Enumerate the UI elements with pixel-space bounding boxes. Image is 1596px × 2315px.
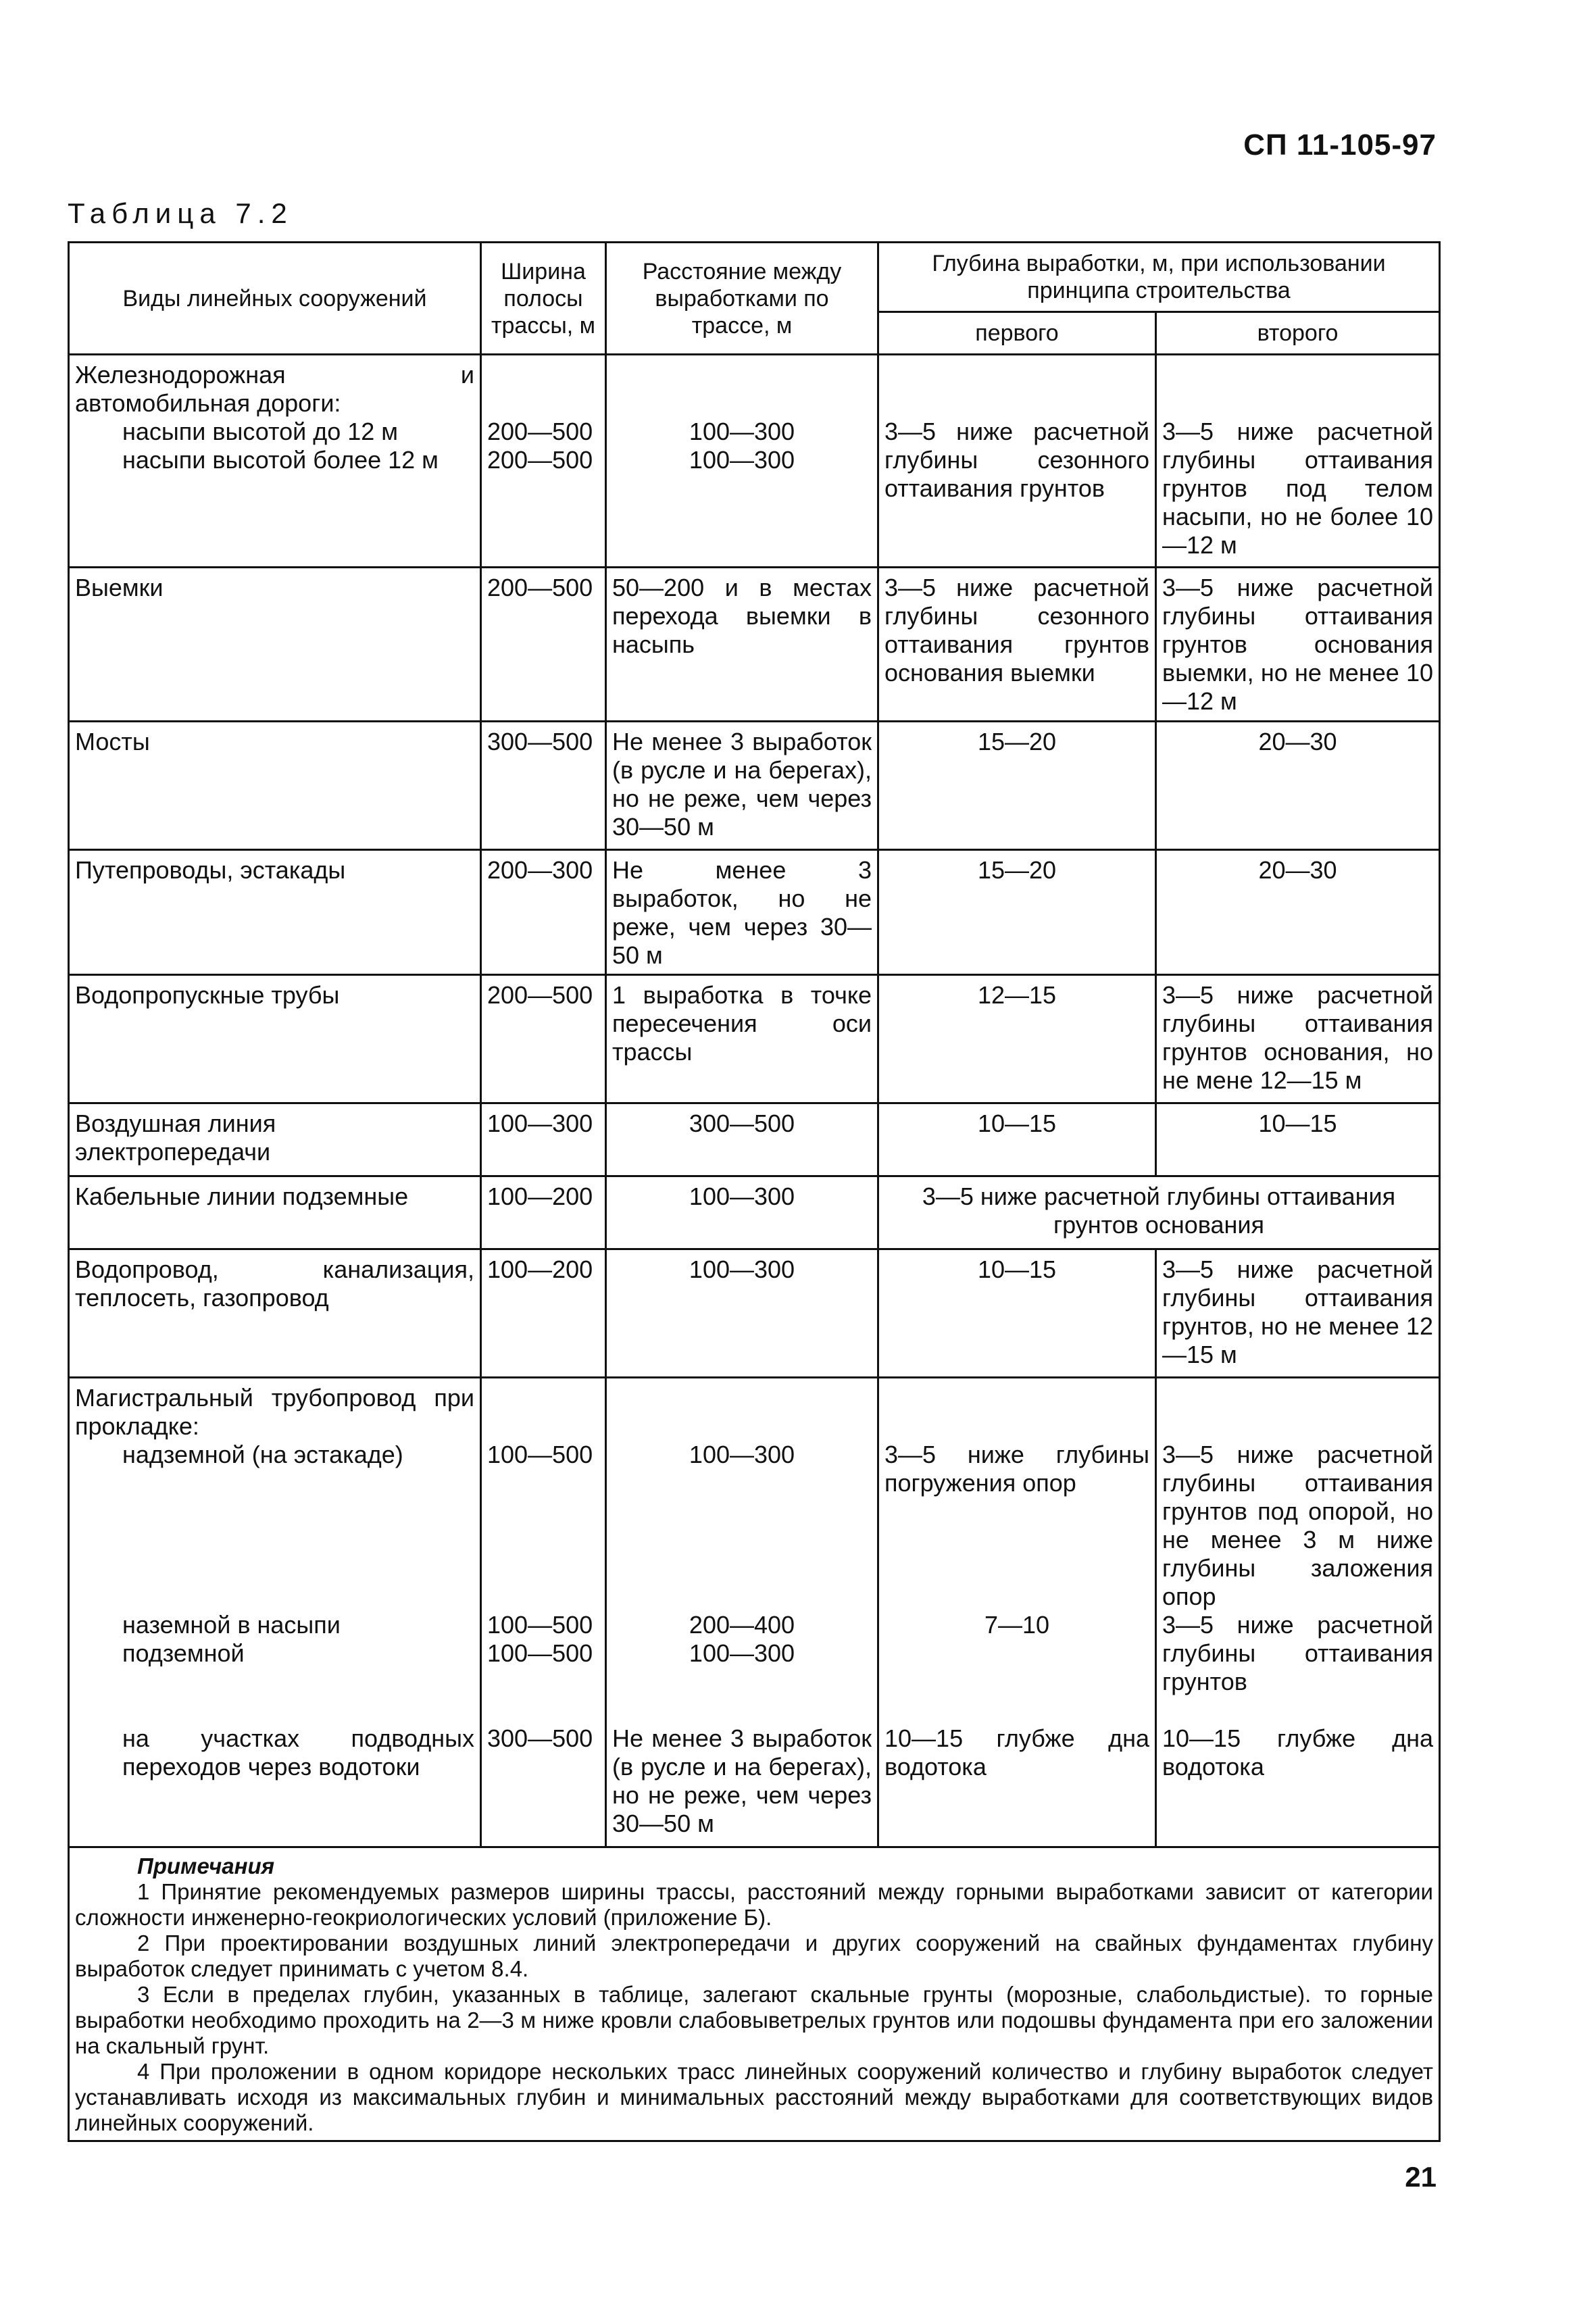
value: 100—300 [689, 1639, 795, 1667]
row-second-cell: 3—5 ниже расчетной глубины оттаивания грунтов основания выемки, но не менее 10—12 м [1156, 568, 1440, 722]
row-second-cell: 3—5 ниже расчетной глубины оттаивания грунтов основания, но не мене 12—15 м [1156, 975, 1440, 1103]
row-first-cell: 15—20 [878, 850, 1156, 975]
page-number: 21 [1405, 2161, 1437, 2193]
row-width-cell: 100—200 [481, 1176, 606, 1249]
table-row [69, 722, 1440, 850]
row-distance-cell: 100—300 [606, 1176, 878, 1249]
row-distance-cell [606, 1378, 878, 1847]
row-width-cell: 200—300 [481, 850, 606, 975]
table-row [69, 1249, 1440, 1378]
value: 200—500 [487, 418, 593, 445]
row-first-cell: 10—15 [878, 1103, 1156, 1176]
linear-structures-table [68, 241, 1441, 2142]
row-distance-cell: 100—300 [606, 1249, 878, 1378]
row-first-cell [878, 1378, 1156, 1847]
table-row [69, 1378, 1440, 1847]
note-item: 1 Принятие рекомендуемых размеров ширины трассы, расстояний между горными выработками зависит от категории сложности инженерно-геокриологических условий (приложение Б). [75, 1879, 1433, 1930]
header-distance: Расстояние между выработками по трассе, м [606, 243, 878, 355]
row-second-cell: 3—5 ниже расчетной глубины оттаивания грунтов, но не менее 12—15 м [1156, 1249, 1440, 1378]
note-item: 2 При проектировании воздушных линий электропередачи и других сооружений на свайных фундаментах глубину выработок следует принимать с учетом 8.4. [75, 1931, 1433, 1981]
value: 100—500 [487, 1611, 593, 1639]
table-caption: Таблица 7.2 [68, 197, 293, 229]
row-distance-cell: 300—500 [606, 1103, 878, 1176]
header-second-principle: второго [1156, 312, 1440, 355]
row-width-cell: 200—500 [481, 568, 606, 722]
header-strip-width: Ширина полосы трассы, м [481, 243, 606, 355]
row-type-cell: Мосты [69, 722, 481, 850]
row-subitem: наземной в насыпи [122, 1611, 341, 1639]
row-title: Магистральный трубопровод при прокладке: [75, 1384, 482, 1440]
note-item: 4 При проложении в одном коридоре нескольких трасс линейных сооружений количество и глубину выработок следует устанавливать исходя из максимальных глубин и минимальных расстояний между выработками для соответствующих видов линейных сооружений. [75, 2059, 1433, 2135]
value: 100—300 [689, 446, 795, 474]
value: 3—5 ниже расчетной глубины оттаивания грунтов под опорой, но не менее 3 м ниже глубины заложения опор [1162, 1441, 1441, 1610]
row-type-cell: Водопропускные трубы [69, 975, 481, 1103]
table-row [69, 1176, 1440, 1249]
row-distance-cell: 50—200 и в местах перехода выемки в насыпь [606, 568, 878, 722]
row-first-cell: 3—5 ниже расчетной глубины сезонного оттаивания грунтов основания выемки [878, 568, 1156, 722]
note-item: 3 Если в пределах глубин, указанных в таблице, залегают скальные грунты (морозные, слабольдистые). то горные выработки необходимо проходить на 2—3 м ниже кровли слабовыветрелых грунтов или подошвы фундамента при его заложении на скальный грунт. [75, 1982, 1433, 2058]
notes-cell [69, 1847, 1440, 2141]
row-width-cell [481, 355, 606, 568]
row-first-cell [878, 355, 1156, 568]
table-row [69, 1103, 1440, 1176]
row-width-cell [481, 1378, 606, 1847]
row-second-cell: 10—15 [1156, 1103, 1440, 1176]
row-distance-cell [606, 355, 878, 568]
table-row [69, 355, 1440, 568]
row-width-cell: 100—300 [481, 1103, 606, 1176]
value: 3—5 ниже глубины погружения опор [884, 1441, 1157, 1497]
notes-row [69, 1847, 1440, 2141]
row-distance-cell: Не менее 3 выработок (в русле и на берегах), но не реже, чем через 30—50 м [606, 722, 878, 850]
row-second-cell: 20—30 [1156, 850, 1440, 975]
row-second-cell: 20—30 [1156, 722, 1440, 850]
table-row [69, 850, 1440, 975]
value: 100—500 [487, 1441, 593, 1468]
value: 10—15 глубже дна водотока [884, 1724, 1157, 1781]
row-title: Железнодорожная и автомобильная дороги: [75, 361, 482, 417]
row-subitem: подземной [122, 1639, 245, 1667]
header-first-principle: первого [878, 312, 1156, 355]
row-subitem: на участках подводных переходов через водотоки [122, 1724, 482, 1781]
row-width-cell: 200—500 [481, 975, 606, 1103]
row-type-cell: Выемки [69, 568, 481, 722]
value: 200—500 [487, 446, 593, 474]
value: 3—5 ниже расчетной глубины оттаивания грунтов под телом насыпи, но не более 10—12 м [1162, 418, 1433, 559]
value: 300—500 [487, 1724, 593, 1752]
row-type-cell: Путепроводы, эстакады [69, 850, 481, 975]
document-code: СП 11-105-97 [1243, 128, 1437, 161]
row-first-cell: 15—20 [878, 722, 1156, 850]
value: 3—5 ниже расчетной глубины сезонного оттаивания грунтов [884, 418, 1149, 502]
value: 100—300 [689, 1441, 795, 1468]
value: 100—500 [487, 1639, 593, 1667]
row-type-cell: Кабельные линии подземные [69, 1176, 481, 1249]
table-row [69, 975, 1440, 1103]
row-second-cell [1156, 355, 1440, 568]
row-width-cell: 300—500 [481, 722, 606, 850]
row-distance-cell: Не менее 3 выработок, но не реже, чем через 30—50 м [606, 850, 878, 975]
row-distance-cell: 1 выработка в точке пересечения оси трассы [606, 975, 878, 1103]
value: 7—10 [984, 1611, 1050, 1639]
header-depth: Глубина выработки, м, при использовании принципа строительства [878, 243, 1440, 312]
table-header-row [69, 243, 1440, 312]
row-first-cell: 12—15 [878, 975, 1156, 1103]
row-width-cell: 100—200 [481, 1249, 606, 1378]
value: 100—300 [689, 418, 795, 445]
row-subitem: надземной (на эстакаде) [122, 1441, 403, 1468]
value: Не менее 3 выработок (в русле и на берегах), но не реже, чем через 30—50 м [612, 1724, 879, 1837]
value: 3—5 ниже расчетной глубины оттаивания грунтов [1162, 1611, 1441, 1695]
row-depth-cell: 3—5 ниже расчетной глубины оттаивания грунтов основания [878, 1176, 1440, 1249]
row-type-cell [69, 1378, 481, 1847]
row-subitem: насыпи высотой более 12 м [122, 446, 439, 474]
row-type-cell [69, 355, 481, 568]
row-subitem: насыпи высотой до 12 м [122, 418, 399, 445]
row-type-cell: Воздушная линия электропередачи [69, 1103, 481, 1176]
value: 10—15 глубже дна водотока [1162, 1724, 1441, 1781]
table-row [69, 568, 1440, 722]
row-first-cell: 10—15 [878, 1249, 1156, 1378]
header-structure-type: Виды линейных сооружений [69, 243, 481, 355]
notes-title: Примечания [137, 1853, 275, 1878]
value: 200—400 [689, 1611, 795, 1639]
row-type-cell: Водопровод, канализация, теплосеть, газопровод [69, 1249, 481, 1378]
row-second-cell [1156, 1378, 1440, 1847]
